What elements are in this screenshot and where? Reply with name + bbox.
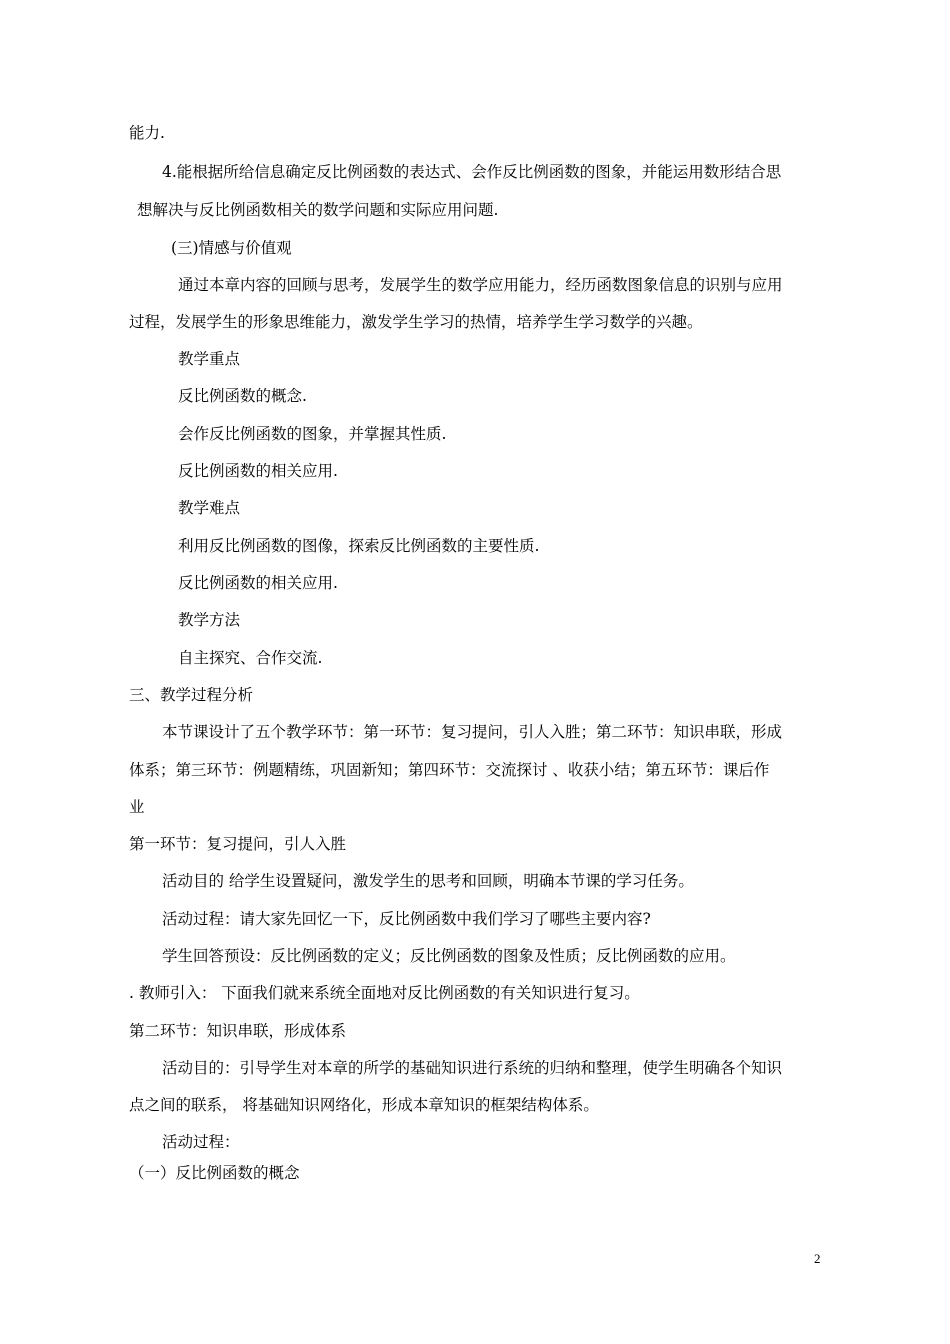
text-line: 利用反比例函数的图像，探索反比例函数的主要性质. — [178, 537, 540, 555]
text-line: 想解决与反比例函数相关的数学问题和实际应用问题. — [137, 201, 499, 219]
section-heading: （一）反比例函数的概念 — [129, 1164, 300, 1182]
section-heading: 教学重点 — [178, 350, 241, 368]
text-line: 点之间的联系， 将基础知识网络化，形成本章知识的框架结构体系。 — [129, 1096, 599, 1114]
section-heading: 教学难点 — [178, 499, 241, 517]
text-line: 自主探究、合作交流. — [178, 649, 323, 667]
text-line: 反比例函数的相关应用. — [178, 462, 338, 480]
text-line: 活动过程：请大家先回忆一下，反比例函数中我们学习了哪些主要内容? — [162, 910, 651, 928]
section-heading: (三)情感与价值观 — [171, 239, 292, 257]
text-line: 会作反比例函数的图象，并掌握其性质. — [178, 425, 447, 443]
page-number: 2 — [814, 1251, 821, 1266]
text-line: 反比例函数的相关应用. — [178, 574, 338, 592]
text-line: 活动目的 给学生设置疑问，激发学生的思考和回顾，明确本节课的学习任务。 — [162, 872, 694, 890]
text-line: 能力. — [129, 124, 165, 142]
section-heading: 第一环节：复习提问，引人入胜 — [129, 835, 347, 853]
section-heading: 教学方法 — [178, 611, 241, 629]
text-line: 反比例函数的概念. — [178, 387, 307, 405]
text-line: 本节课设计了五个教学环节：第一环节：复习提问，引人入胜；第二环节：知识串联，形成 — [162, 723, 783, 741]
text-line: 过程，发展学生的形象思维能力，激发学生学习的热情，培养学生学习数学的兴趣。 — [129, 313, 703, 331]
section-heading: 第二环节：知识串联，形成体系 — [129, 1022, 347, 1040]
text-line: 通过本章内容的回顾与思考，发展学生的数学应用能力，经历函数图象信息的识别与应用 — [178, 276, 783, 294]
text-line: 活动过程： — [162, 1133, 240, 1151]
text-line: 体系；第三环节：例题精练，巩固新知；第四环节：交流探讨 、收获小结；第五环节：课后作 — [129, 761, 770, 779]
text-line: 活动目的：引导学生对本章的所学的基础知识进行系统的归纳和整理，使学生明确各个知识 — [162, 1059, 783, 1077]
text-line: 学生回答预设：反比例函数的定义；反比例函数的图象及性质；反比例函数的应用。 — [162, 947, 736, 965]
text-line: 4.能根据所给信息确定反比例函数的表达式、会作反比例函数的图象，并能运用数形结合思 — [162, 163, 782, 181]
text-line: . 教师引入： 下面我们就来系统全面地对反比例函数的有关知识进行复习。 — [129, 984, 640, 1002]
section-heading: 三、教学过程分析 — [129, 686, 254, 704]
text-line: 业 — [129, 798, 145, 816]
